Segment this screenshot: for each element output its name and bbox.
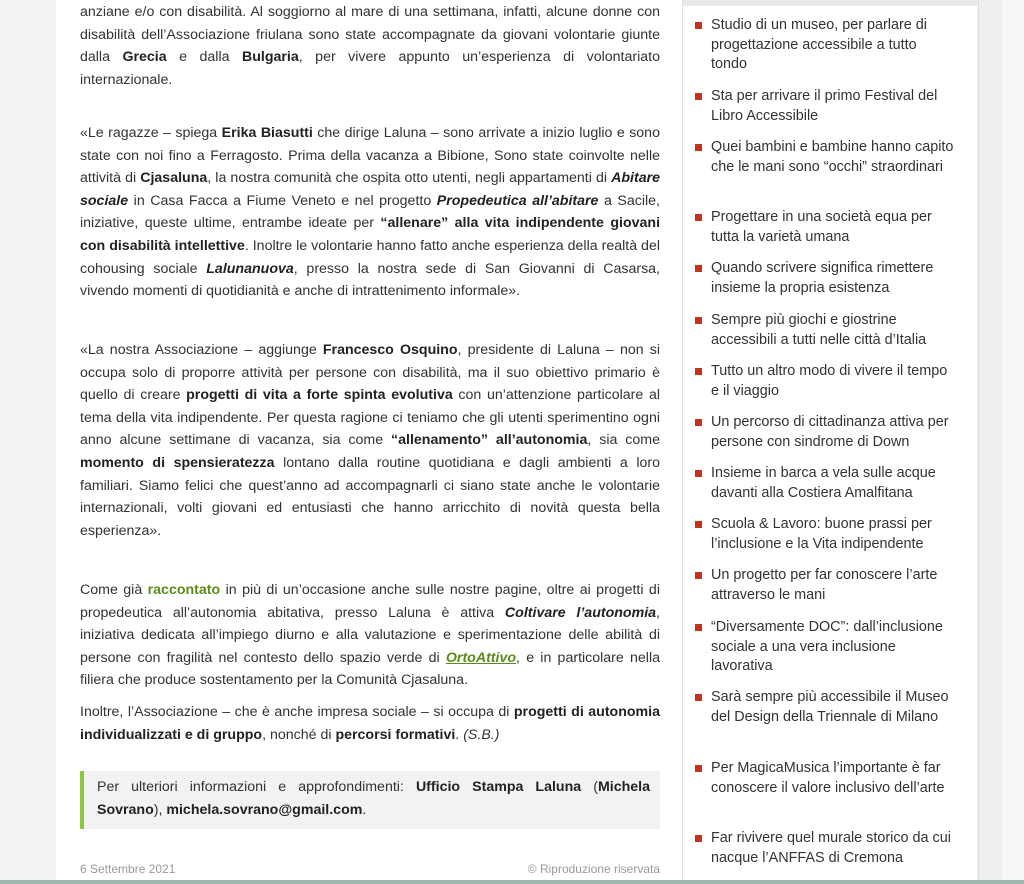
sidebar-article-title: Studio di un museo, per parlare di progettazione accessibile a tutto tondo <box>711 17 927 73</box>
sidebar-article-link[interactable] <box>695 16 955 75</box>
window-edge <box>1002 0 1024 884</box>
text-run: con un’attenzione particolare al tema della vita indipendente. Per questa ragione ci teniamo che gli utenti sperimentino ogni anno alcune settimane di vacanza, sia come <box>80 387 660 449</box>
article-link[interactable]: OrtoAttivo <box>445 649 517 666</box>
square-bullet-icon <box>695 835 702 842</box>
text-run: , sia come <box>587 432 660 449</box>
text-run: «La nostra Associazione – aggiunge <box>80 342 323 358</box>
text-run: che dirige Laluna – sono arrivate a inizio luglio e sono state con noi fino a Ferragosto. Prima della vacanza a Bibione, Sono state coinvolte nelle attività di <box>80 125 660 187</box>
text-run: ), <box>153 802 167 818</box>
sidebar-article-link[interactable] <box>695 208 955 247</box>
text-run: «Le ragazze – spiega <box>80 125 222 141</box>
sidebar-article-title: Quei bambini e bambine hanno capito che le mani sono “occhi” straordinari <box>711 139 954 175</box>
sidebar-article-link[interactable] <box>695 464 955 503</box>
text-run: anziane e/o con disabilità. Al soggiorno al mare di una settimana, infatti, alcune donne con disabilità dell’Associazione friulana sono state accompagnate da giovani volontarie giunte dalla <box>80 4 660 66</box>
sidebar-article-link[interactable] <box>695 759 955 798</box>
square-bullet-icon <box>695 93 702 100</box>
sidebar-article-title: “Diversamente DOC”: dall’inclusione sociale a una vera inclusione lavorativa <box>711 619 943 675</box>
sidebar-article-title: Un percorso di cittadinanza attiva per persone con sindrome di Down <box>711 414 949 450</box>
text-run: , presidente di Laluna – non si occupa solo di proporre attività per persone con disabilità, ma il suo obiettivo primario è quello di creare <box>80 342 660 404</box>
text-run: . <box>455 726 464 743</box>
sidebar-article-link[interactable] <box>695 515 955 554</box>
sidebar-article-link[interactable] <box>695 362 955 401</box>
sidebar <box>683 0 977 884</box>
bold-text: Lalunanuova <box>206 260 294 277</box>
text-run: , e in particolare nella filiera che produce sostentamento per la Comunità Cjasaluna. <box>80 649 660 689</box>
text-run: in Casa Facca a Fiume Veneto e nel progetto <box>128 192 437 209</box>
text-run: , iniziativa dedicata all’impiego diurno e alla valutazione e sperimentazione delle abilità di persone con fragilità nel contesto dello spazio verde di <box>80 604 660 666</box>
sidebar-article-link[interactable] <box>695 618 955 677</box>
text-run: . <box>362 802 367 818</box>
text-run: , nonché di <box>262 726 336 743</box>
text-run: lontano dalla routine quotidiana e dagli ambienti a loro familiari. Siamo felici che quest’anno ad accompagnarli ci siano state anche le volontarie internazionali, volti giovani ed entusiasti che hanno arricchito di novità questa bella esperienza». <box>80 454 660 539</box>
bold-text: michela.sovrano@gmail.com <box>166 802 363 818</box>
italic-text: (S.B.) <box>463 726 500 743</box>
bold-text: Abitare sociale <box>80 170 660 209</box>
square-bullet-icon <box>695 624 702 631</box>
bold-text: Coltivare l’autonomia <box>504 604 657 621</box>
square-bullet-icon <box>695 368 702 375</box>
sidebar-article-title: Scuola & Lavoro: buone prassi per l’inclusione e la Vita indipendente <box>711 516 932 552</box>
sidebar-article-title: Sarà sempre più accessibile il Museo del Design della Triennale di Milano <box>711 689 949 725</box>
sidebar-article-title: Sempre più giochi e giostrine accessibili a tutti nelle città d’Italia <box>711 312 927 348</box>
text-run: , per vivere appunto un’esperienza di volontariato internazionale. <box>80 49 660 88</box>
square-bullet-icon <box>695 419 702 426</box>
square-bullet-icon <box>695 265 702 272</box>
sidebar-article-link[interactable] <box>695 413 955 452</box>
bottom-border <box>0 880 1024 884</box>
sidebar-article-link[interactable] <box>695 138 955 177</box>
sidebar-article-title: Sta per arrivare il primo Festival del Libro Accessibile <box>711 88 938 124</box>
sidebar-article-link[interactable] <box>695 829 955 868</box>
sidebar-article-title: Far rivivere quel murale storico da cui nacque l’ANFFAS di Cremona <box>711 830 951 866</box>
text-run: ( <box>581 779 598 795</box>
sidebar-article-title: Per MagicaMusica l’importante è far conoscere il valore inclusivo dell’arte <box>711 760 945 796</box>
article-paragraph <box>80 339 660 542</box>
article-link[interactable]: raccontato <box>147 582 221 598</box>
bold-text: progetti di autonomia individualizzati e di gruppo <box>80 704 660 743</box>
article-paragraph <box>80 122 660 303</box>
text-run: a Sacile, iniziative, queste ultime, entrambe ideate per <box>80 192 661 232</box>
text-run: e dalla <box>166 49 242 66</box>
sidebar-article-link[interactable] <box>695 259 955 298</box>
article-paragraph <box>80 579 660 692</box>
square-bullet-icon <box>695 317 702 324</box>
bold-text: progetti di vita a forte spinta evolutiva <box>186 387 453 404</box>
text-run: , presso la nostra sede di San Giovanni di Casarsa, vivendo momenti di quotidianità e anche di intrattenimento informale». <box>80 260 660 300</box>
text-run: Come già <box>80 582 148 598</box>
copyright-notice: © Riproduzione riservata <box>527 862 660 876</box>
text-run: Per ulteriori informazioni e approfondimenti: <box>97 779 416 795</box>
text-run: , la nostra comunità che ospita otto utenti, negli appartamenti di <box>207 170 612 187</box>
bold-text: Francesco Osquino <box>322 342 458 358</box>
text-run: . Inoltre le volontarie hanno fatto anche esperienza della realtà del cohousing sociale <box>80 237 660 277</box>
sidebar-article-link[interactable] <box>695 311 955 350</box>
sidebar-article-link[interactable] <box>695 688 955 727</box>
text-run: in più di un’occasione anche sulle nostre pagine, oltre ai progetti di propedeutica all’autonomia abitativa, presso Laluna è attiva <box>80 582 660 621</box>
square-bullet-icon <box>695 572 702 579</box>
bold-text: “allenare” alla vita indipendente giovani con disabilità intellettive <box>80 215 661 254</box>
bold-text: “allenamento” all’autonomia <box>391 432 588 449</box>
bold-text: Grecia <box>122 49 167 66</box>
page-right-margin <box>978 0 1003 884</box>
sidebar-article-link[interactable] <box>695 87 955 126</box>
square-bullet-icon <box>695 694 702 701</box>
bold-text: Michela Sovrano <box>97 779 650 818</box>
main-content <box>56 0 682 884</box>
sidebar-article-title: Progettare in una società equa per tutta la varietà umana <box>711 209 932 245</box>
square-bullet-icon <box>695 214 702 221</box>
sidebar-article-title: Tutto un altro modo di vivere il tempo e il viaggio <box>711 363 948 399</box>
bold-text: Ufficio Stampa Laluna <box>415 779 582 795</box>
bold-text: Cjasaluna <box>140 170 208 187</box>
square-bullet-icon <box>695 22 702 29</box>
sidebar-top-edge <box>683 0 977 6</box>
bold-text: Bulgaria <box>241 49 299 66</box>
bold-text: Propedeutica all’abitare <box>436 192 599 209</box>
sidebar-article-title: Insieme in barca a vela sulle acque davanti alla Costiera Amalfitana <box>711 465 936 501</box>
info-box <box>80 771 660 829</box>
square-bullet-icon <box>695 765 702 772</box>
bold-text: momento di spensieratezza <box>80 454 275 471</box>
article-paragraph <box>80 1 660 91</box>
square-bullet-icon <box>695 521 702 528</box>
sidebar-article-title: Quando scrivere significa rimettere insieme la propria esistenza <box>711 260 934 296</box>
square-bullet-icon <box>695 144 702 151</box>
article-paragraph <box>80 701 660 746</box>
square-bullet-icon <box>695 470 702 477</box>
publish-date: 6 Settembre 2021 <box>80 862 176 876</box>
bold-text: Erika Biasutti <box>221 125 313 141</box>
bold-text: percorsi formativi <box>335 726 456 743</box>
sidebar-article-link[interactable] <box>695 566 955 605</box>
sidebar-article-title: Un progetto per far conoscere l’arte attraverso le mani <box>711 567 938 603</box>
text-run: Inoltre, l’Associazione – che è anche impresa sociale – si occupa di <box>80 704 514 720</box>
